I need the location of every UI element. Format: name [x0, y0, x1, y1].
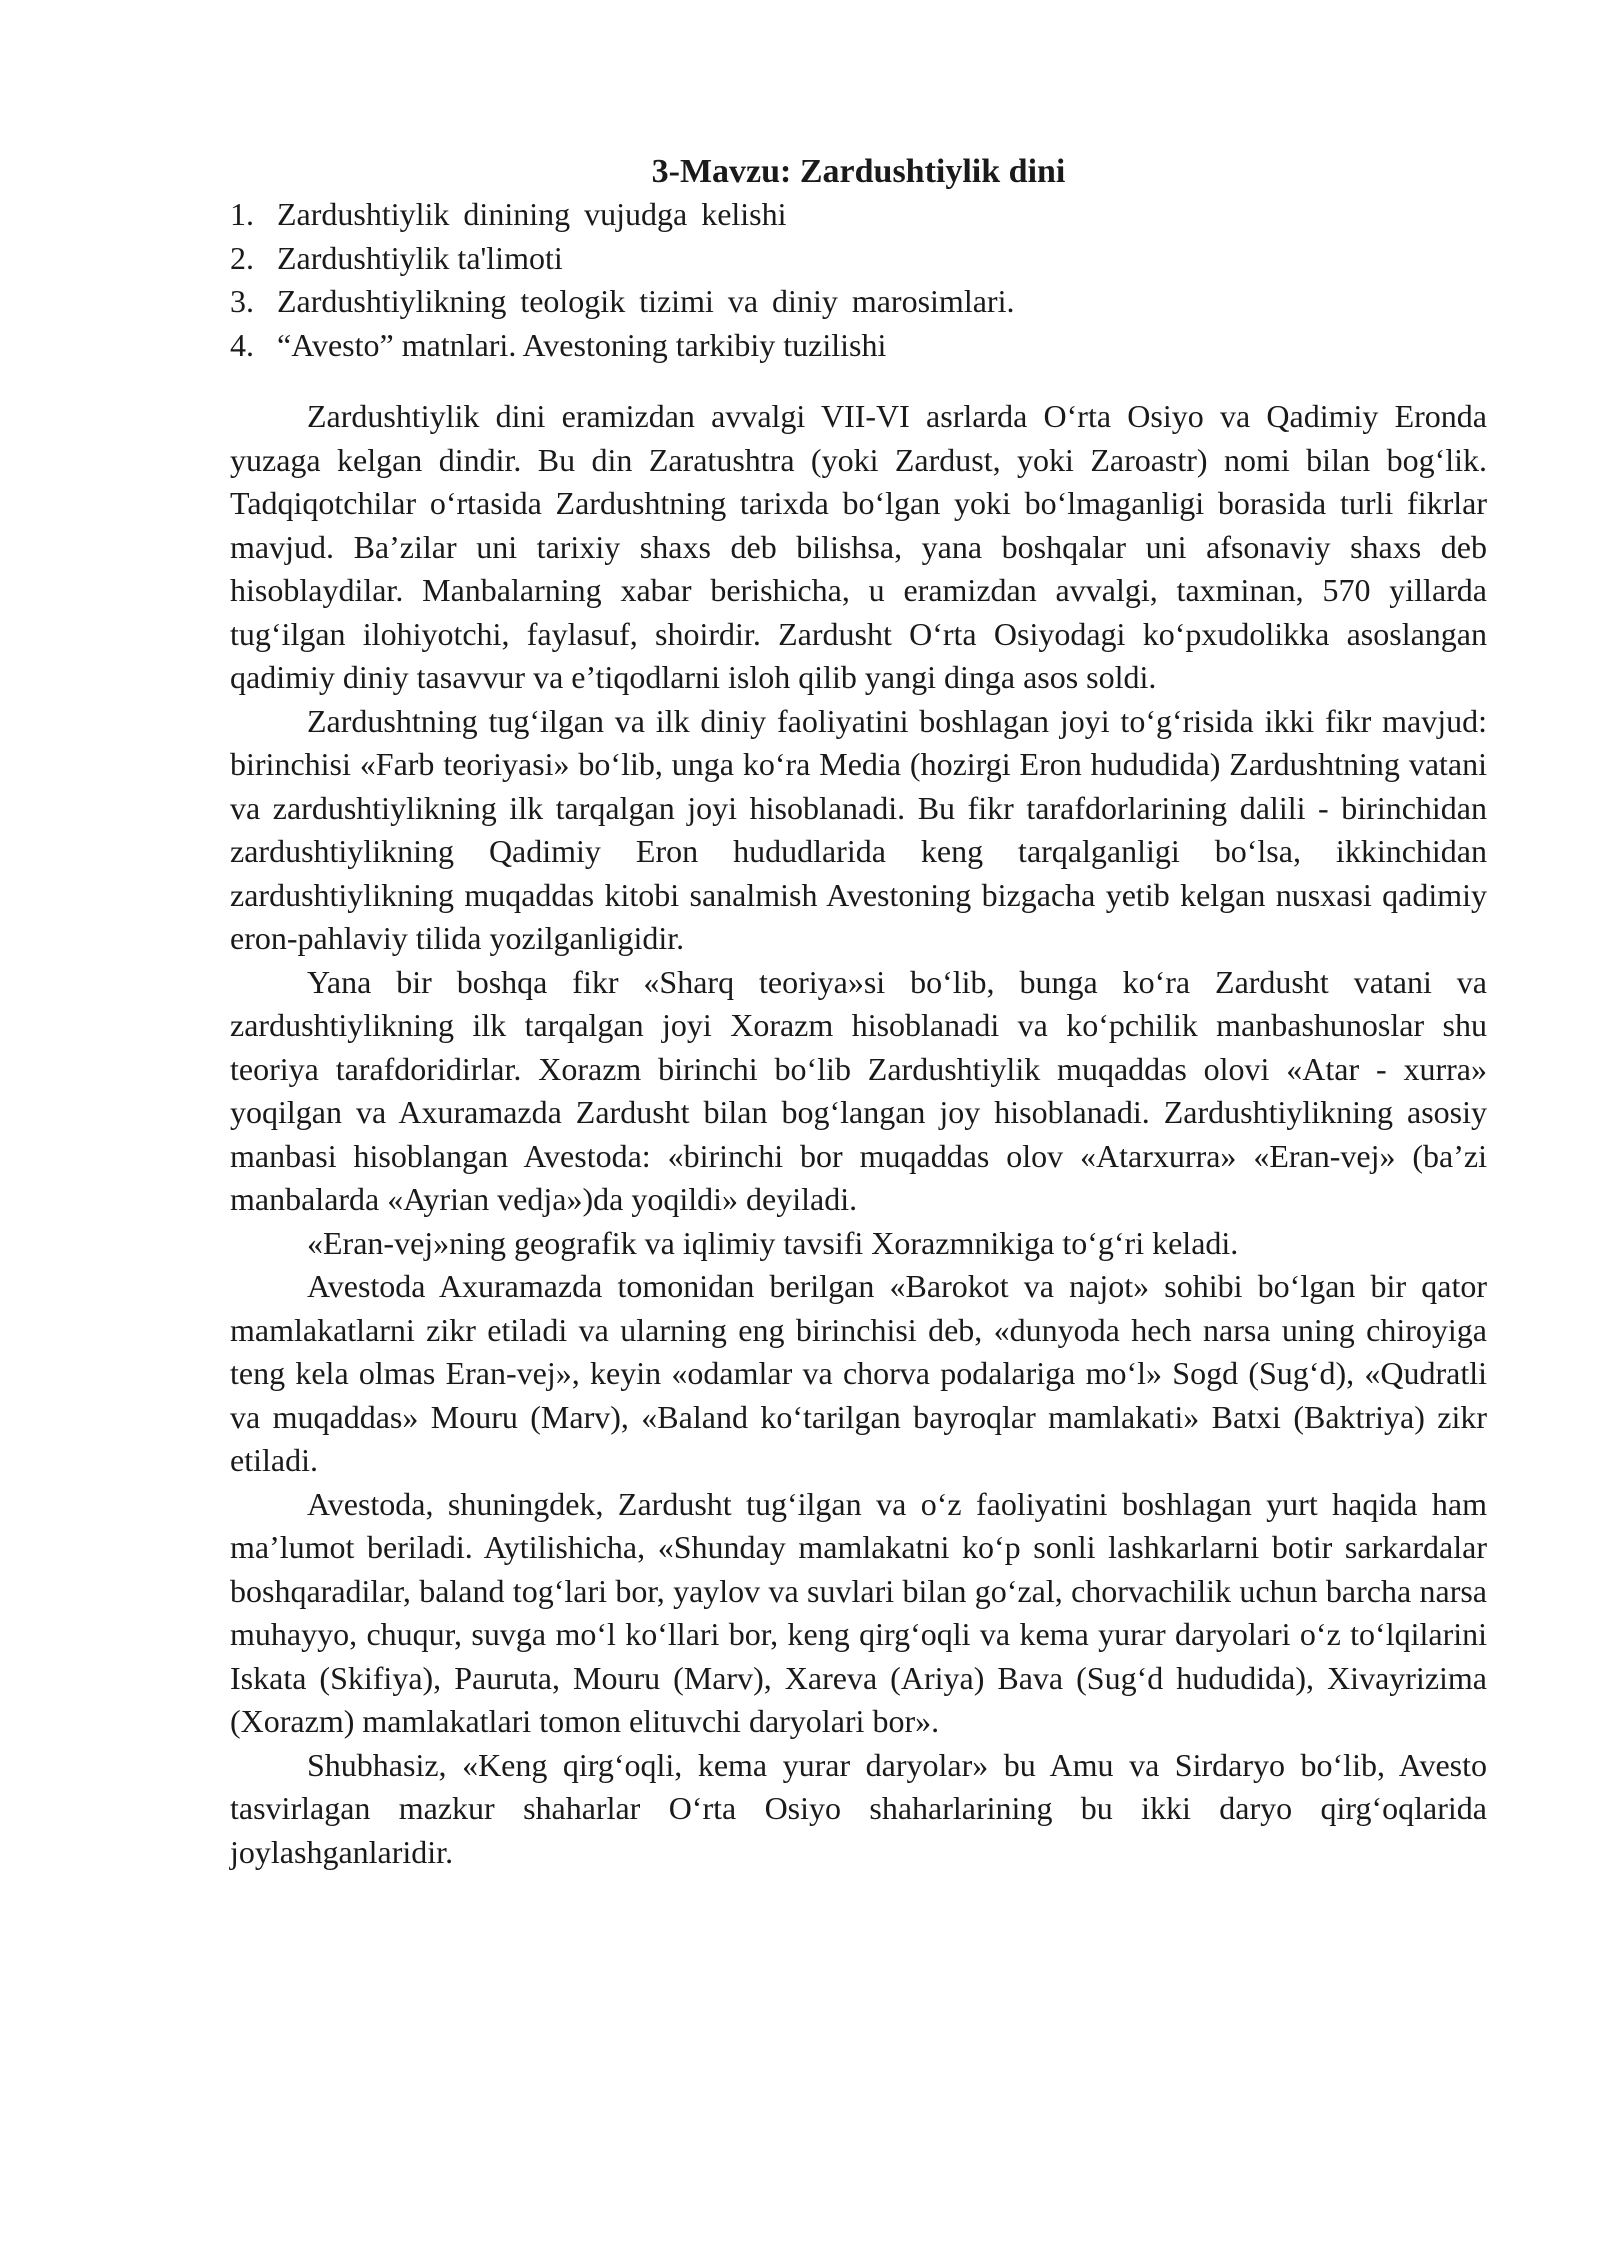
- list-item-number: 2.: [230, 239, 254, 276]
- list-item-number: 3.: [230, 283, 254, 319]
- topic-list: [230, 193, 1487, 367]
- paragraph: Shubhasiz, «Keng qirg‘oqli, kema yurar daryolar» bu Amu va Sirdaryo bo‘lib, Avesto tasvirlagan mazkur shaharlar O‘rta Osiyo shaharlarining bu ikki daryo qirg‘oqlarida joylashganlaridir.: [230, 1746, 1487, 1870]
- list-item: [230, 237, 1487, 281]
- list-item: [230, 193, 1487, 237]
- list-item-text: Zardushtiylikning teologik tizimi va diniy marosimlari.: [277, 283, 1015, 319]
- page-title: 3-Mavzu: Zardushtiylik dini: [651, 153, 1066, 190]
- list-item: [230, 280, 1487, 324]
- list-item-text: “Avesto” matnlari. Avestoning tarkibiy tuzilishi: [277, 326, 887, 363]
- paragraph: Zardushtning tug‘ilgan va ilk diniy faoliyatini boshlagan joyi to‘g‘risida ikki fikr mavjud: birinchisi «Farb teoriyasi» bo‘lib, unga ko‘ra Media (hozirgi Eron hududida) Zardushtning vatani va zardushtiylikning ilk tarqalgan joyi hisoblanadi. Bu fikr tarafdorlarining dalili - birinchidan zardushtiylikning Qadimiy Eron hududlarida keng tarqalganligi bo‘lsa, ikkinchidan zardushtiylikning muqaddas kitobi sanalmish Avestoning bizgacha yetib kelgan nusxasi qadimiy eron-pahlaviy tilida yozilganligidir.: [230, 702, 1487, 956]
- document-page: [230, 150, 1487, 1874]
- paragraph: Avestoda Axuramazda tomonidan berilgan «Barokot va najot» sohibi bo‘lgan bir qator mamlakatlarni zikr etiladi va ularning eng birinchisi deb, «dunyoda hech narsa uning chiroyiga teng kela olmas Eran-vej», keyin «odamlar va chorva podalariga mo‘l» Sogd (Sug‘d), «Qudratli va muqaddas» Mouru (Marv), «Baland ko‘tarilgan bayroqlar mamlakati» Batxi (Baktriya) zikr etiladi.: [230, 1268, 1487, 1478]
- paragraph: Avestoda, shuningdek, Zardusht tug‘ilgan va o‘z faoliyatini boshlagan yurt haqida ham ma’lumot beriladi. Aytilishicha, «Shunday mamlakatni ko‘p sonli lashkarlarni botir sarkardalar boshqaradilar, baland tog‘lari bor, yaylov va suvlari bilan go‘zal, chorvachilik uchun barcha narsa muhayyo, chuqur, suvga mo‘l ko‘llari bor, keng qirg‘oqli va kema yurar daryolari o‘z to‘lqilarini Iskata (Skifiya), Pauruta, Mouru (Marv), Xareva (Ariya) Bava (Sug‘d hududida), Xivayrizima (Xorazm) mamlakatlari tomon elituvchi daryolari bor».: [230, 1485, 1487, 1739]
- paragraph: «Eran-vej»ning geografik va iqlimiy tavsifi Xorazmnikiga to‘g‘ri keladi.: [307, 1224, 1239, 1261]
- document-body: [230, 395, 1487, 1874]
- paragraph: Zardushtiylik dini eramizdan avvalgi VII-VI asrlarda O‘rta Osiyo va Qadimiy Eronda yuzaga kelgan dindir. Bu din Zaratushtra (yoki Zardust, yoki Zaroastr) nomi bilan bog‘lik. Tadqiqotchilar o‘rtasida Zardushtning tarixda bo‘lgan yoki bo‘lmaganligi borasida turli fikrlar mavjud. Ba’zilar uni tarixiy shaxs deb bilishsa, yana boshqalar uni afsonaviy shaxs deb hisoblaydilar. Manbalarning xabar berishicha, u eramizdan avvalgi, taxminan, 570 yillarda tug‘ilgan ilohiyotchi, faylasuf, shoirdir. Zardusht O‘rta Osiyodagi ko‘pxudolikka asoslangan qadimiy diniy tasavvur va e’tiqodlarni isloh qilib yangi dinga asos soldi.: [230, 398, 1487, 695]
- paragraph: Yana bir boshqa fikr «Sharq teoriya»si bo‘lib, bunga ko‘ra Zardusht vatani va zardushtiylikning ilk tarqalgan joyi Xorazm hisoblanadi va ko‘pchilik manbashunoslar shu teoriya tarafdoridirlar. Xorazm birinchi bo‘lib Zardushtiylik muqaddas olovi «Atar - xurra» yoqilgan va Axuramazda Zardusht bilan bog‘langan joy hisoblanadi. Zardushtiylikning asosiy manbasi hisoblangan Avestoda: «birinchi bor muqaddas olov «Atarxurra» «Eran-vej» (ba’zi manbalarda «Ayrian vedja»)da yoqildi» deyiladi.: [230, 963, 1487, 1217]
- list-item-number: 4.: [230, 326, 254, 363]
- list-item: [230, 324, 1487, 368]
- list-item-number: 1.: [230, 196, 254, 232]
- list-item-text: Zardushtiylik ta'limoti: [277, 239, 563, 276]
- list-item-text: Zardushtiylik dinining vujudga kelishi: [277, 196, 787, 232]
